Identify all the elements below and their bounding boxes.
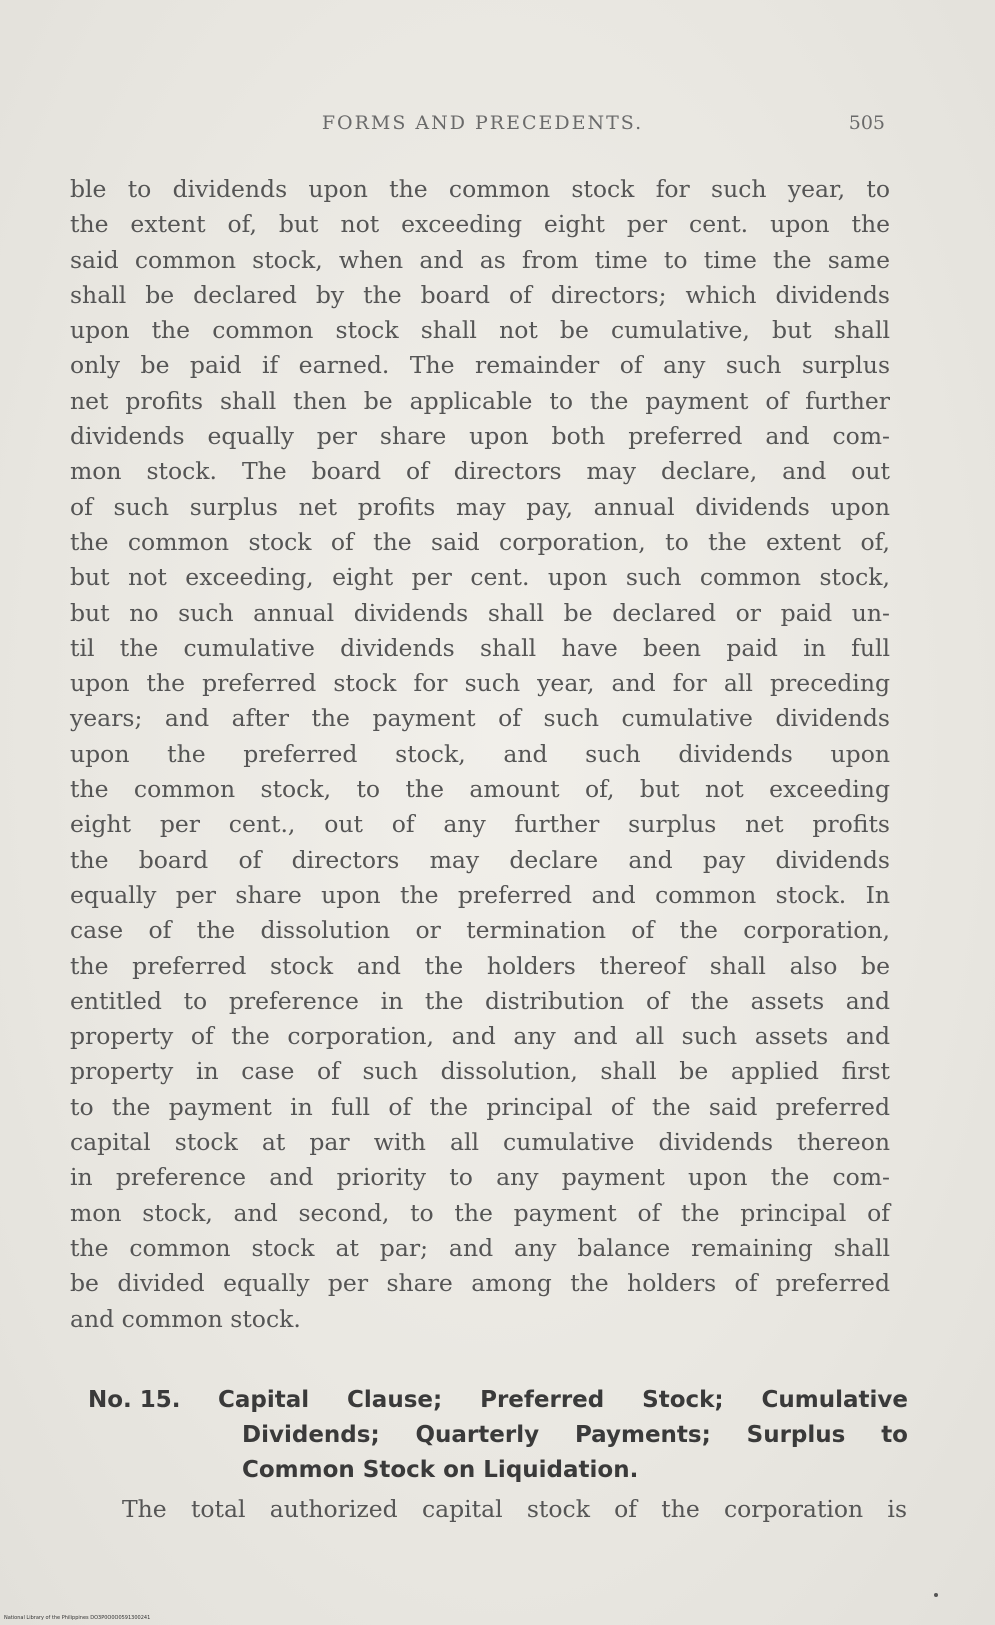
text-line: capital stock at par with all cumulative dividends thereon [70, 1128, 890, 1157]
text-line: dividends equally per share upon both preferred and com- [70, 422, 890, 451]
text-line: the common stock at par; and any balance remaining shall [70, 1233, 890, 1262]
text-line: said common stock, when and as from time to time the same [70, 245, 890, 274]
running-title: FORMS AND PRECEDENTS. [321, 112, 644, 134]
text-line: years; and after the payment of such cumulative dividends [70, 704, 890, 733]
text-line: in preference and priority to any payment upon the com- [70, 1163, 890, 1192]
section-number: No. 15. [88, 1387, 181, 1413]
section-opening-line: The total authorized capital stock of the corporation is [122, 1495, 907, 1523]
text-line: and common stock. [70, 1304, 301, 1333]
text-line: entitled to preference in the distribution of the assets and [70, 986, 890, 1015]
text-line: mon stock, and second, to the payment of the principal of [70, 1198, 890, 1227]
text-line: mon stock. The board of directors may declare, and out [70, 457, 890, 486]
text-line: property in case of such dissolution, shall be applied first [70, 1057, 890, 1086]
text-line: only be paid if earned. The remainder of any such surplus [70, 351, 890, 380]
section-title [218, 1383, 908, 1488]
text-line: upon the common stock shall not be cumulative, but shall [70, 316, 890, 345]
running-head [70, 112, 895, 142]
text-line: upon the preferred stock, and such dividends upon [70, 739, 890, 768]
text-line: net profits shall then be applicable to the payment of further [70, 386, 890, 415]
text-line: equally per share upon the preferred and common stock. In [70, 880, 890, 909]
text-line: be divided equally per share among the holders of preferred [70, 1269, 890, 1298]
scan-credit: National Library of the Philippines DO3P0O0O0591300241 [4, 1615, 151, 1621]
text-line: but no such annual dividends shall be declared or paid un- [70, 598, 890, 627]
text-line: of such surplus net profits may pay, annual dividends upon [70, 492, 890, 521]
text-line: the common stock, to the amount of, but not exceeding [70, 775, 890, 804]
text-line: til the cumulative dividends shall have been paid in full [70, 633, 890, 662]
text-line: shall be declared by the board of directors; which dividends [70, 280, 890, 309]
section-title-line: Common Stock on Liquidation. [242, 1457, 639, 1483]
text-line: but not exceeding, eight per cent. upon such common stock, [70, 563, 890, 592]
text-line: the common stock of the said corporation, to the extent of, [70, 527, 890, 556]
section-title-line: Capital Clause; Preferred Stock; Cumulative [218, 1387, 908, 1413]
text-line: ble to dividends upon the common stock for such year, to [70, 175, 890, 203]
text-line: eight per cent., out of any further surplus net profits [70, 810, 890, 839]
text-line: to the payment in full of the principal of the said preferred [70, 1092, 890, 1121]
section-title-line: Dividends; Quarterly Payments; Surplus to [242, 1422, 908, 1448]
ink-speck [934, 1593, 938, 1597]
text-line: the extent of, but not exceeding eight per cent. upon the [70, 210, 890, 239]
text-line: the preferred stock and the holders thereof shall also be [70, 951, 890, 980]
text-line: case of the dissolution or termination of the corporation, [70, 916, 890, 945]
text-line: the board of directors may declare and pay dividends [70, 845, 890, 874]
page-number: 505 [848, 112, 885, 134]
body-paragraph [70, 172, 890, 1337]
text-line: upon the preferred stock for such year, and for all preceding [70, 669, 890, 698]
text-line: property of the corporation, and any and all such assets and [70, 1022, 890, 1051]
